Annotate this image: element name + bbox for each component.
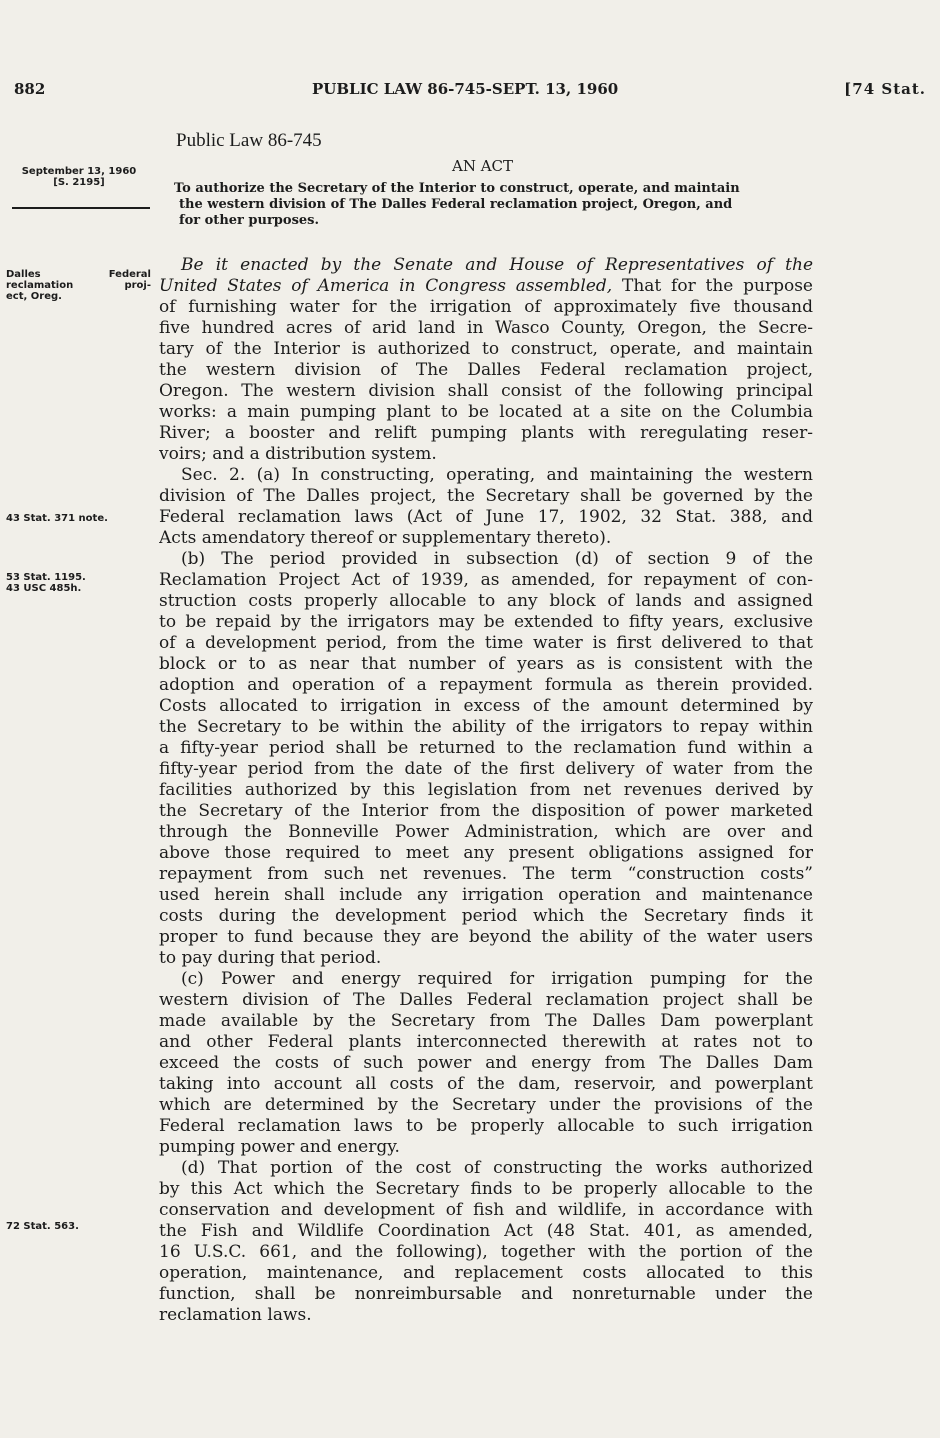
page-number: 882 <box>14 80 46 98</box>
body-line: operation, maintenance, and replacement costs allocated to this <box>159 1263 813 1283</box>
body-line: to pay during that period. <box>159 948 382 968</box>
purpose-line: the western division of The Dalles Federal reclamation project, Oregon, and <box>179 197 733 212</box>
body-line: exceed the costs of such power and energy from The Dalles Dam <box>159 1053 813 1073</box>
subsection-c: (c) Power and energy required for irrigation pumping for the <box>181 969 813 989</box>
body-line: which are determined by the Secretary under the provisions of the <box>159 1095 813 1115</box>
enacting-clause-rest: That for the purpose <box>612 276 813 296</box>
body-line: struction costs properly allocable to any block of lands and assigned <box>159 591 813 611</box>
body-line: the Secretary to be within the ability of the irrigators to repay within <box>159 717 813 737</box>
margin-bill-number: [S. 2195] <box>53 177 105 188</box>
purpose-line: To authorize the Secretary of the Interior to construct, operate, and maintain <box>174 181 740 196</box>
margin-line: Dalles Federal <box>6 269 151 280</box>
body-line: adoption and operation of a repayment formula as therein provided. <box>159 675 813 695</box>
margin-line: 43 USC 485h. <box>6 583 82 594</box>
subsection-d: (d) That portion of the cost of constructing the works authorized <box>181 1158 813 1178</box>
body-line: function, shall be nonreimbursable and nonreturnable under the <box>159 1284 813 1304</box>
body-line: block or to as near that number of years as is consistent with the <box>159 654 813 674</box>
body-line: and other Federal plants interconnected therewith at rates not to <box>159 1032 813 1052</box>
act-purpose <box>174 181 814 229</box>
body-line: made available by the Secretary from The Dalles Dam powerplant <box>159 1011 813 1031</box>
body-line: through the Bonneville Power Administration, which are over and <box>159 822 813 842</box>
body-line: repayment from such net revenues. The term “construction costs” <box>159 864 813 884</box>
body-line: the western division of The Dalles Federal reclamation project, <box>159 360 813 380</box>
margin-line: reclamation proj- <box>6 280 151 291</box>
body-line: Federal reclamation laws to be properly allocable to such irrigation <box>159 1116 813 1136</box>
body-line: proper to fund because they are beyond the ability of the water users <box>159 927 813 947</box>
margin-date-text: September 13, 1960 <box>21 166 137 177</box>
body-line: Costs allocated to irrigation in excess of the amount determined by <box>159 696 813 716</box>
margin-line: 53 Stat. 1195. <box>6 572 86 583</box>
page-header <box>14 80 926 106</box>
body-line: taking into account all costs of the dam, reservoir, and powerplant <box>159 1074 813 1094</box>
body-line: voirs; and a distribution system. <box>159 444 437 464</box>
subsection-b: (b) The period provided in subsection (d) of section 9 of the <box>181 549 813 569</box>
body-line: to be repaid by the irrigators may be extended to fifty years, exclusive <box>159 612 813 632</box>
body-line: costs during the development period which the Secretary finds it <box>159 906 813 926</box>
body-line: conservation and development of fish and wildlife, in accordance with <box>159 1200 813 1220</box>
body-line: above those required to meet any present obligations assigned for <box>159 843 813 863</box>
act-body <box>159 255 813 1326</box>
body-line <box>159 276 813 297</box>
body-line: tary of the Interior is authorized to construct, operate, and maintain <box>159 339 813 359</box>
body-line: reclamation laws. <box>159 1305 312 1325</box>
margin-note-72-stat: 72 Stat. 563. <box>6 1221 79 1232</box>
body-line: used herein shall include any irrigation operation and maintenance <box>159 885 813 905</box>
body-line: 16 U.S.C. 661, and the following), together with the portion of the <box>159 1242 813 1262</box>
an-act-heading: AN ACT <box>452 157 514 175</box>
running-title: PUBLIC LAW 86-745-SEPT. 13, 1960 <box>312 80 619 98</box>
enacting-clause: Be it enacted by the Senate and House of Representatives of the <box>181 255 813 275</box>
body-line: of a development period, from the time water is first delivered to that <box>159 633 813 653</box>
body-line: a fifty-year period shall be returned to the reclamation fund within a <box>159 738 813 758</box>
body-line: facilities authorized by this legislation from net revenues derived by <box>159 780 813 800</box>
body-line: Oregon. The western division shall consist of the following principal <box>159 381 813 401</box>
volume-reference: [74 Stat. <box>844 80 926 98</box>
margin-rule <box>12 207 150 209</box>
body-line: five hundred acres of arid land in Wasco County, Oregon, the Secre- <box>159 318 813 338</box>
purpose-line: for other purposes. <box>179 213 319 228</box>
body-line: fifty-year period from the date of the first delivery of water from the <box>159 759 813 779</box>
body-line: River; a booster and relift pumping plants with reregulating reser- <box>159 423 813 443</box>
body-line: pumping power and energy. <box>159 1137 400 1157</box>
margin-note-dalles <box>6 269 151 302</box>
body-line: by this Act which the Secretary finds to be properly allocable to the <box>159 1179 813 1199</box>
margin-line: ect, Oreg. <box>6 291 62 302</box>
body-line: Reclamation Project Act of 1939, as amended, for repayment of con- <box>159 570 813 590</box>
law-title: Public Law 86-745 <box>176 130 322 151</box>
body-line: Acts amendatory thereof or supplementary thereto). <box>159 528 612 548</box>
section-2-heading: Sec. 2. (a) In constructing, operating, and maintaining the western <box>181 465 813 485</box>
margin-note-53-stat <box>6 572 86 594</box>
margin-note-43-stat: 43 Stat. 371 note. <box>6 513 108 524</box>
body-line: western division of The Dalles Federal reclamation project shall be <box>159 990 813 1010</box>
body-line: Federal reclamation laws (Act of June 17, 1902, 32 Stat. 388, and <box>159 507 813 527</box>
body-line: division of The Dalles project, the Secretary shall be governed by the <box>159 486 813 506</box>
enacting-clause-cont: United States of America in Congress assembled, <box>159 276 613 296</box>
margin-date <box>6 166 152 188</box>
body-line: works: a main pumping plant to be located at a site on the Columbia <box>159 402 813 422</box>
body-line: the Fish and Wildlife Coordination Act (48 Stat. 401, as amended, <box>159 1221 813 1241</box>
body-line: the Secretary of the Interior from the disposition of power marketed <box>159 801 813 821</box>
body-line: of furnishing water for the irrigation of approximately five thousand <box>159 297 813 317</box>
